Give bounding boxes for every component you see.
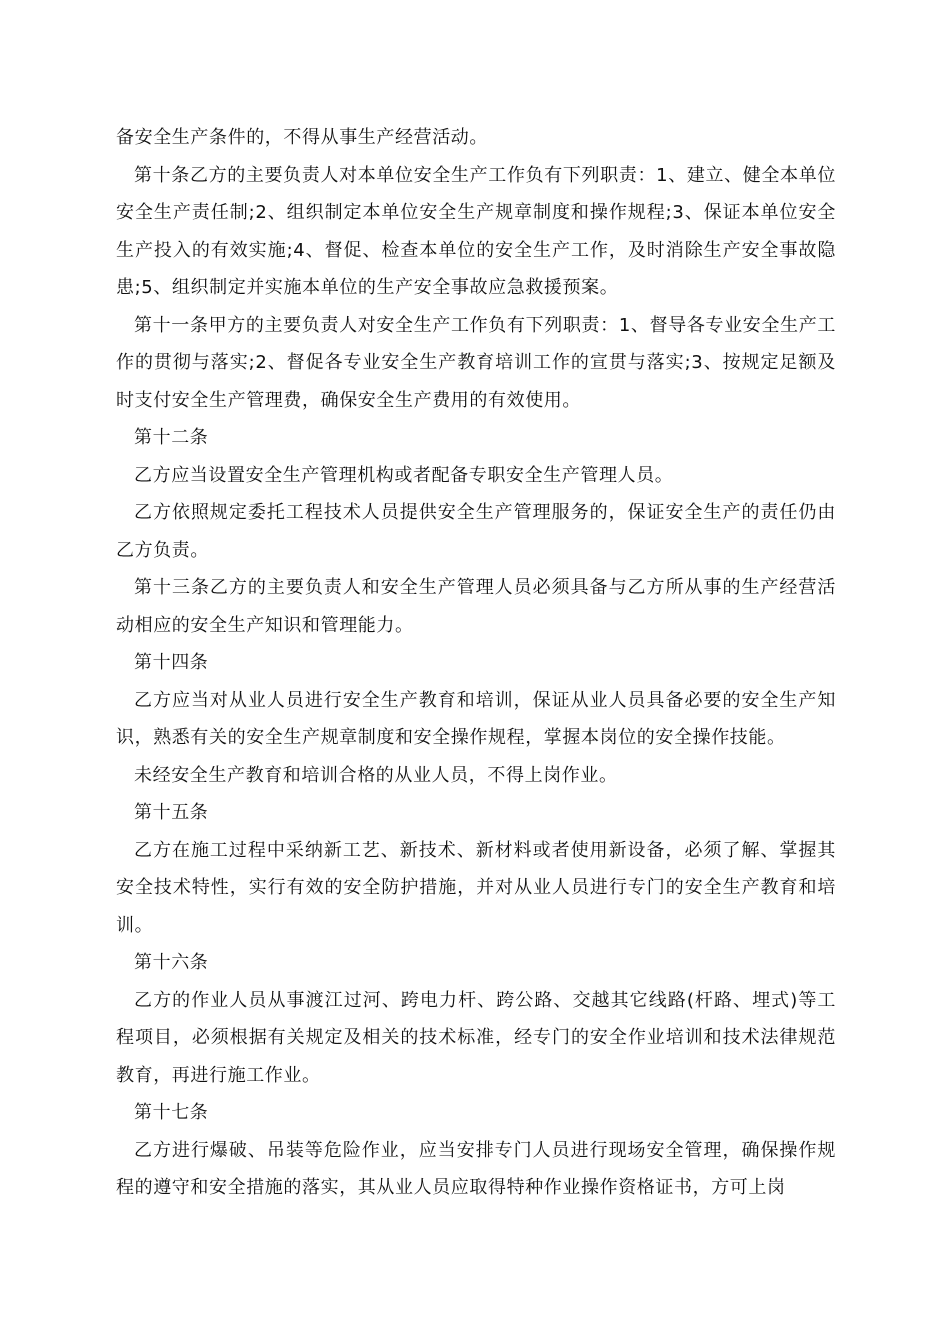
article-14-heading: 第十四条 xyxy=(134,652,209,673)
article-16-heading: 第十六条 xyxy=(134,952,209,973)
document-body xyxy=(116,119,836,1207)
article-12-heading: 第十二条 xyxy=(134,427,209,448)
paragraph-article-16: 乙方的作业人员从事渡江过河、跨电力杆、跨公路、交越其它线路(杆路、埋式)等工程项目，必须根据有关规定及相关的技术标准，经专门的安全作业培训和技术法律规范教育，再进行施工作业。 xyxy=(116,989,836,1086)
paragraph-1: 备安全生产条件的，不得从事生产经营活动。 xyxy=(116,127,488,148)
paragraph-article-15: 乙方在施工过程中采纳新工艺、新技术、新材料或者使用新设备，必须了解、掌握其安全技术特性，实行有效的安全防护措施，并对从业人员进行专门的安全生产教育和培训。 xyxy=(116,839,836,936)
paragraph-article-14-a: 乙方应当对从业人员进行安全生产教育和培训，保证从业人员具备必要的安全生产知识，熟悉有关的安全生产规章制度和安全操作规程，掌握本岗位的安全操作技能。 xyxy=(116,689,836,748)
paragraph-article-11: 第十一条甲方的主要负责人对安全生产工作负有下列职责：1、督导各专业安全生产工作的贯彻与落实;2、督促各专业安全生产教育培训工作的宣贯与落实;3、按规定足额及时支付安全生产管理费，确保安全生产费用的有效使用。 xyxy=(116,314,836,411)
article-15-heading: 第十五条 xyxy=(134,802,209,823)
paragraph-article-14-b: 未经安全生产教育和培训合格的从业人员，不得上岗作业。 xyxy=(134,764,618,786)
article-17-heading: 第十七条 xyxy=(134,1102,209,1123)
paragraph-article-12-b: 乙方依照规定委托工程技术人员提供安全生产管理服务的，保证安全生产的责任仍由乙方负责。 xyxy=(116,502,836,561)
paragraph-article-13: 第十三条乙方的主要负责人和安全生产管理人员必须具备与乙方所从事的生产经营活动相应的安全生产知识和管理能力。 xyxy=(116,577,836,636)
paragraph-article-12-a: 乙方应当设置安全生产管理机构或者配备专职安全生产管理人员。 xyxy=(134,464,674,486)
paragraph-article-10: 第十条乙方的主要负责人对本单位安全生产工作负有下列职责：1、建立、健全本单位安全生产责任制;2、组织制定本单位安全生产规章制度和操作规程;3、保证本单位安全生产投入的有效实施;4、督促、检查本单位的安全生产工作，及时消除生产安全事故隐患;5、组织制定并实施本单位的生产安全事故应急救援预案。 xyxy=(116,164,836,298)
paragraph-article-17: 乙方进行爆破、吊装等危险作业，应当安排专门人员进行现场安全管理，确保操作规程的遵守和安全措施的落实，其从业人员应取得特种作业操作资格证书，方可上岗 xyxy=(116,1139,836,1198)
